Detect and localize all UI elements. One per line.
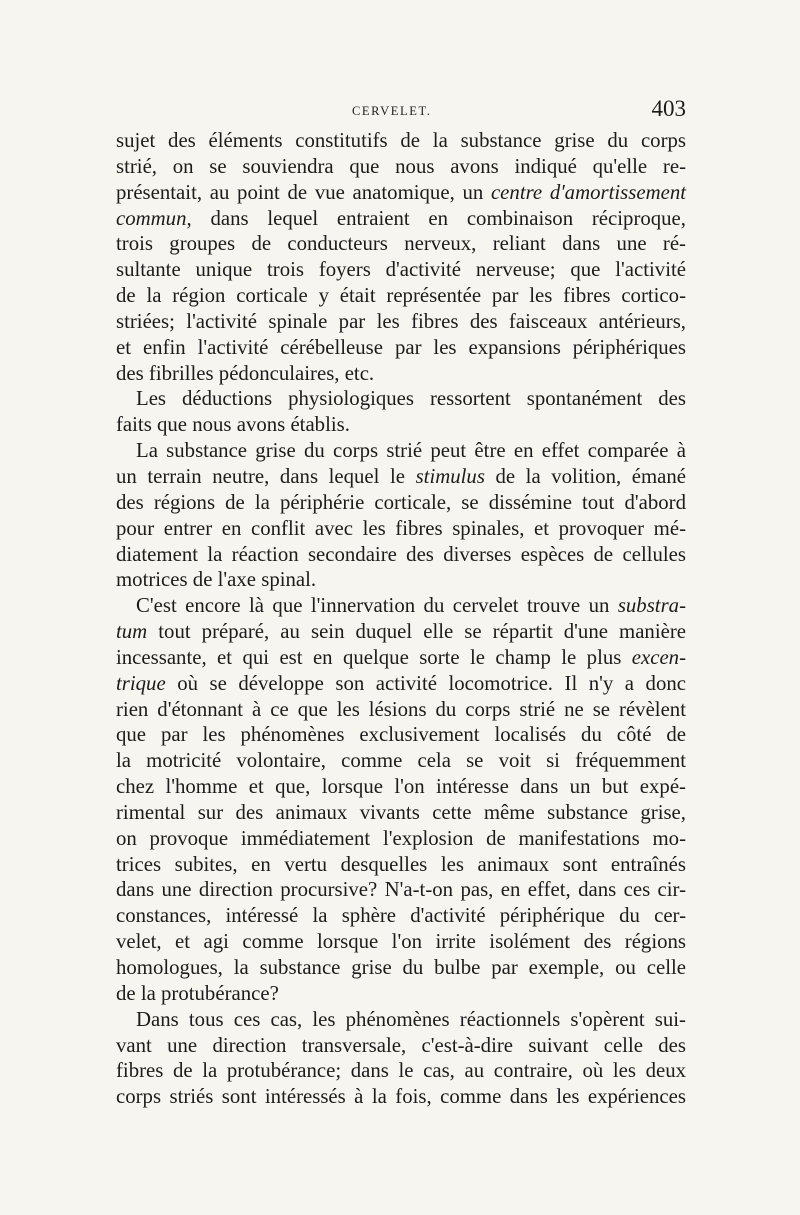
- body-text: [116, 128, 686, 1110]
- text-line: présentait, au point de vue anatomique, un centre d'amortissement: [116, 180, 686, 204]
- text-line: rimental sur des animaux vivants cette même substance grise,: [116, 800, 686, 824]
- text-line: La substance grise du corps strié peut être en effet comparée à: [136, 439, 686, 463]
- text-line: faits que nous avons établis.: [116, 413, 350, 437]
- text-line: rien d'étonnant à ce que les lésions du corps strié ne se révèlent: [116, 697, 686, 721]
- text-line: de la région corticale y était représentée par les fibres cortico-: [116, 284, 686, 308]
- text-line: sultante unique trois foyers d'activité nerveuse; que l'activité: [116, 258, 686, 282]
- text-line: homologues, la substance grise du bulbe par exemple, ou celle: [116, 956, 686, 979]
- text-line: striées; l'activité spinale par les fibres des faisceaux antérieurs,: [116, 309, 686, 333]
- text-line: C'est encore là que l'innervation du cervelet trouve un substra-: [136, 594, 686, 618]
- text-line: des régions de la périphérie corticale, se dissémine tout d'abord: [116, 490, 686, 514]
- text-line: tum tout préparé, au sein duquel elle se répartit d'une manière: [116, 620, 686, 644]
- text-line: un terrain neutre, dans lequel le stimulus de la volition, émané: [116, 464, 686, 488]
- text-line: sujet des éléments constitutifs de la substance grise du corps: [116, 129, 686, 152]
- text-line: vant une direction transversale, c'est-à-dire suivant celle des: [116, 1033, 686, 1057]
- text-line: des fibrilles pédonculaires, etc.: [116, 361, 375, 385]
- text-line: motrices de l'axe spinal.: [116, 568, 317, 592]
- text-line: pour entrer en conflit avec les fibres spinales, et provoquer mé-: [116, 516, 686, 540]
- text-line: et enfin l'activité cérébelleuse par les expansions périphériques: [116, 335, 686, 359]
- text-line: corps striés sont intéressés à la fois, comme dans les expériences: [116, 1085, 686, 1109]
- text-line: commun, dans lequel entraient en combinaison réciproque,: [116, 206, 686, 230]
- text-line: trices subites, en vertu desquelles les animaux sont entraînés: [116, 852, 686, 876]
- running-head: CERVELET.: [352, 104, 432, 118]
- text-line: diatement la réaction secondaire des diverses espèces de cellules: [116, 542, 686, 566]
- text-line: fibres de la protubérance; dans le cas, au contraire, où les deux: [116, 1059, 686, 1083]
- text-line: incessante, et qui est en quelque sorte le champ le plus excen-: [116, 645, 686, 669]
- text-line: trique où se développe son activité locomotrice. Il n'y a donc: [116, 671, 686, 695]
- text-line: velet, et agi comme lorsque l'on irrite isolément des régions: [116, 930, 686, 954]
- text-line: la motricité volontaire, comme cela se voit si fréquemment: [116, 749, 686, 773]
- text-line: strié, on se souviendra que nous avons indiqué qu'elle re-: [116, 154, 686, 178]
- text-line: trois groupes de conducteurs nerveux, reliant dans une ré-: [116, 232, 686, 256]
- text-line: Les déductions physiologiques ressortent spontanément des: [136, 387, 686, 411]
- text-line: dans une direction procursive? N'a-t-on pas, en effet, dans ces cir-: [116, 878, 686, 902]
- page-header: [116, 98, 686, 126]
- page-number: 403: [651, 96, 686, 121]
- text-line: Dans tous ces cas, les phénomènes réactionnels s'opèrent sui-: [136, 1007, 686, 1031]
- text-line: que par les phénomènes exclusivement localisés du côté de: [116, 723, 686, 747]
- text-line: on provoque immédiatement l'explosion de manifestations mo-: [116, 826, 686, 850]
- text-line: chez l'homme et que, lorsque l'on intéresse dans un but expé-: [116, 775, 686, 799]
- text-line: constances, intéressé la sphère d'activité périphérique du cer-: [116, 904, 686, 928]
- text-line: de la protubérance?: [116, 981, 279, 1005]
